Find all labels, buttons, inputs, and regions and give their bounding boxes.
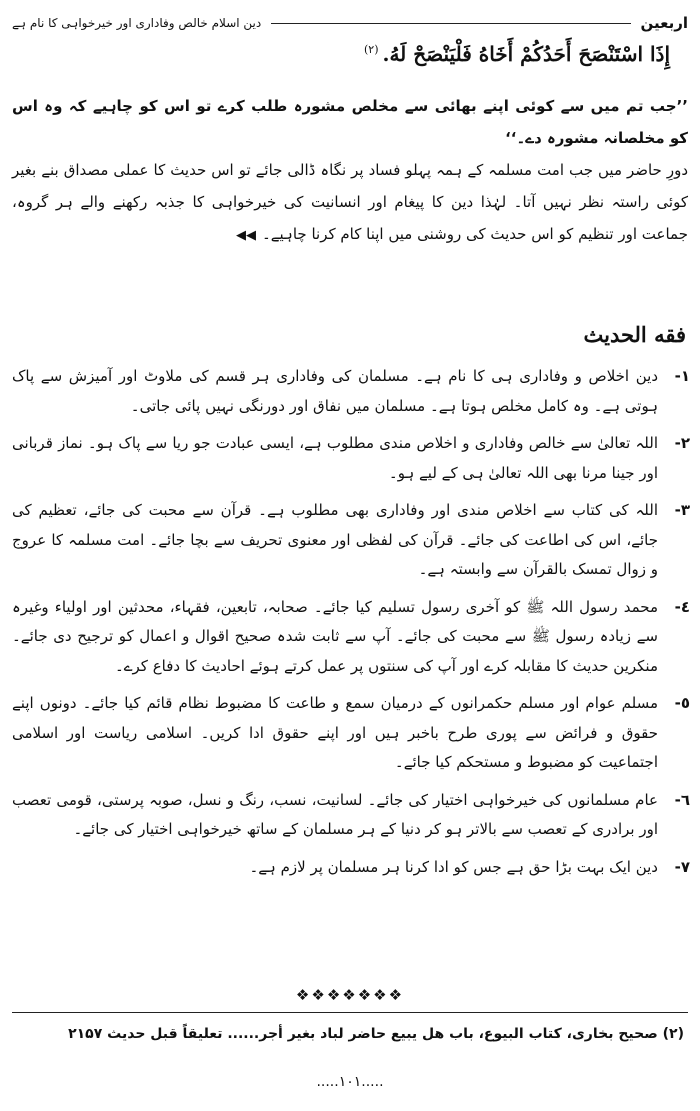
footnote-number: (٢): [662, 1026, 684, 1042]
point-text: اللہ تعالیٰ سے خالص وفاداری و اخلاص مندی مطلوب ہے، ایسی عبادت جو ریا سے پاک ہو۔ نماز قربانی اور جینا مرنا بھی اللہ تعالیٰ ہی کے لیے ہو۔: [12, 434, 658, 482]
hadith-arabic-text: [30, 42, 670, 66]
point-number: ٢-: [674, 434, 690, 452]
fiqh-point: [12, 689, 690, 778]
hadith-explanation: [12, 90, 688, 252]
commentary-text: دورِ حاضر میں جب امت مسلمہ کے ہمہ پہلو فساد پر نگاہ ڈالی جائے تو اس حدیث کا عملی مصداق بنے بغیر کوئی راستہ نظر نہیں آتا۔ لہٰذا دین کا پیغام اور انسانیت کی خیرخواہی کا جذبہ رکھنے والے ہر گروہ، جماعت اور تنظیم کو اس حدیث کی روشنی میں اپنا کام کرنا چاہیے۔: [12, 161, 688, 243]
point-number: ٧-: [674, 857, 690, 876]
point-text: محمد رسول اللہ ﷺ کو آخری رسول تسلیم کیا جائے۔ صحابہ، تابعین، فقہاء، محدثین اور اولیاء وغیرہ سے زیادہ رسول ﷺ سے محبت کی جائے۔ آپ سے ثابت شدہ صحیح اقوال و اعمال کو ترجیح دی جائے۔ منکرین حدیث کا مقابلہ کرے اور آپ کی سنتوں پر عمل کرتے ہوئے احادیث کا دفاع کرے۔: [12, 597, 658, 675]
fiqh-points-list: [12, 362, 690, 890]
point-text: عام مسلمانوں کی خیرخواہی اختیار کی جائے۔ لسانیت، نسب، رنگ و نسل، صوبہ پرستی، قومی تعصب اور برادری کے تعصب سے بالاتر ہو کر دنیا کے ہر مسلمان کے ساتھ خیرخواہی اختیار کی جائے۔: [12, 790, 658, 838]
point-number: ٥-: [674, 694, 690, 712]
footnote: [16, 1026, 684, 1042]
hadith-translation: ’’جب تم میں سے کوئی اپنے بھائی سے مخلص مشورہ طلب کرے تو اس کو چاہیے کہ وہ اس کو مخلصانہ مشورہ دے۔‘‘: [12, 97, 688, 147]
chapter-title: دین اسلام خالص وفاداری اور خیرخواہی کا نام ہے: [12, 16, 262, 30]
point-text: اللہ کی کتاب سے اخلاص مندی اور وفاداری بھی مطلوب ہے۔ قرآن سے محبت کی جائے، تعظیم کی جائے، اس کی اطاعت کی جائے۔ قرآن کی لفظی اور معنوی تحریف سے بچا جائے۔ امت مسلمہ کا عروج و زوال تمسک بالقرآن سے وابستہ ہے۔: [12, 501, 658, 578]
fiqh-point: [12, 593, 690, 682]
end-mark-icon: ◀◀: [235, 228, 256, 243]
fiqh-point: [12, 362, 690, 421]
book-title: اربعین: [640, 14, 688, 32]
point-text: دین اخلاص و وفاداری ہی کا نام ہے۔ مسلمان کی وفاداری ہر قسم کی ملاوٹ اور آمیزش سے پاک ہوتی ہے۔ وہ کامل مخلص ہوتا ہے۔ مسلمان میں نفاق اور دورنگی نہیں پائی جاتی۔: [12, 367, 658, 415]
point-number: ٣-: [674, 501, 690, 519]
fiqh-point: [12, 853, 690, 883]
point-number: ٤-: [674, 597, 690, 616]
running-header: [12, 10, 688, 36]
point-text: مسلم عوام اور مسلم حکمرانوں کے درمیان سمع و طاعت کا مضبوط نظام قائم کیا جائے۔ دونوں اپنے حقوق و فرائض سے پوری طرح باخبر ہیں اور اپنے حقوق ادا کریں۔ اسلامی ریاست اور اسلامی اجتماعیت کو مضبوط و مستحکم کیا جائے۔: [12, 694, 658, 771]
page-number: .....١٠١.....: [316, 1074, 384, 1090]
footnote-rule: [12, 1012, 688, 1013]
footnote-reference: (٢): [363, 43, 379, 57]
footnote-text: صحیح بخاری، کتاب البیوع، باب هل يبيع حاضر لباد بغير أجر...... تعلیقاً قبل حدیث ۲۱۵۷: [68, 1026, 658, 1042]
hadith-arabic: إِذَا اسْتَنْصَحَ أَحَدُكُمْ أَخَاهُ فَلْيَنْصَحْ لَهُ.: [382, 42, 670, 66]
fiqh-point: [12, 786, 690, 845]
ornament-divider: ❖❖❖❖❖❖❖: [295, 986, 405, 1004]
header-rule: [271, 23, 630, 24]
section-title-fiqh: فقه الحديث: [583, 322, 686, 347]
point-text: دین ایک بہت بڑا حق ہے جس کو ادا کرنا ہر مسلمان پر لازم ہے۔: [249, 857, 658, 876]
fiqh-point: [12, 429, 690, 488]
hadith-commentary: [12, 154, 688, 252]
point-number: ٦-: [674, 790, 690, 809]
fiqh-point: [12, 496, 690, 585]
point-number: ١-: [674, 367, 690, 385]
